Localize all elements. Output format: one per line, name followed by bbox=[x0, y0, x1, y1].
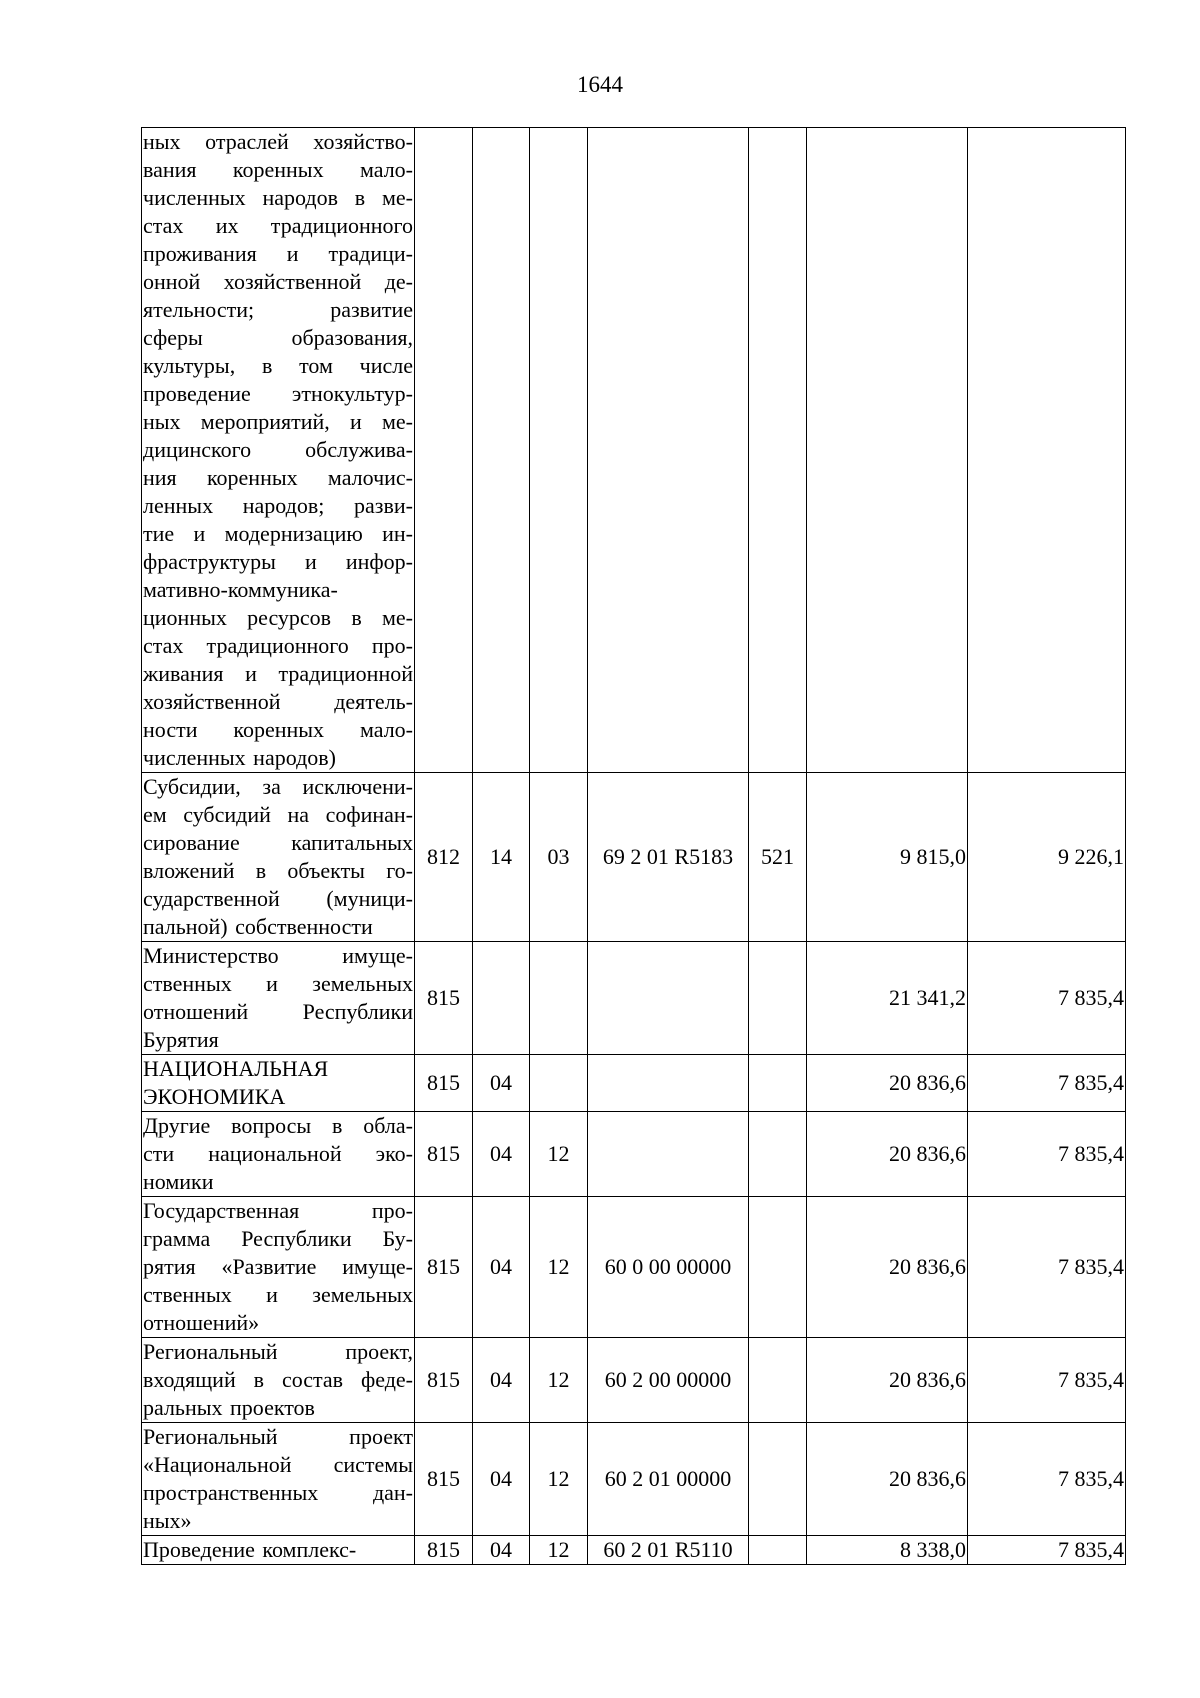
row-name-line: Государственная про- bbox=[143, 1198, 413, 1223]
target-article-cell bbox=[588, 1055, 749, 1112]
subsection-code-cell: 12 bbox=[530, 1112, 588, 1197]
ministry-code-cell: 815 bbox=[415, 1112, 473, 1197]
amount-second-cell: 9 226,1 bbox=[968, 773, 1126, 942]
ministry-code-cell: 815 bbox=[415, 1338, 473, 1423]
row-name-line: пальной) собственности bbox=[143, 914, 373, 939]
table-row bbox=[142, 128, 1126, 773]
amount-first-cell: 8 338,0 bbox=[807, 1536, 968, 1565]
amount-first-cell: 20 836,6 bbox=[807, 1423, 968, 1536]
section-code-cell: 04 bbox=[473, 1197, 530, 1338]
amount-first-cell bbox=[807, 128, 968, 773]
row-name-line: проживания и традици- bbox=[143, 241, 413, 266]
row-name-line: численных народов) bbox=[143, 745, 336, 770]
row-name-line: живания и традиционной bbox=[143, 661, 413, 686]
row-name-line: тие и модернизацию ин- bbox=[143, 521, 413, 546]
row-name-line: фраструктуры и инфор- bbox=[143, 549, 413, 574]
row-name-line: Бурятия bbox=[143, 1027, 219, 1052]
row-name-line: рятия «Развитие имуще- bbox=[143, 1254, 413, 1279]
amount-second-cell: 7 835,4 bbox=[968, 1112, 1126, 1197]
target-article-cell bbox=[588, 1112, 749, 1197]
amount-second-cell: 7 835,4 bbox=[968, 1338, 1126, 1423]
section-code-cell bbox=[473, 942, 530, 1055]
row-name-line: входящий в состав феде- bbox=[143, 1367, 413, 1392]
row-name-line: ния коренных малочис- bbox=[143, 465, 413, 490]
row-name-cell bbox=[142, 1197, 415, 1338]
subsection-code-cell bbox=[530, 128, 588, 773]
row-name-line: Проведение комплекс- bbox=[143, 1537, 357, 1562]
expense-type-cell: 521 bbox=[749, 773, 807, 942]
subsection-code-cell: 12 bbox=[530, 1536, 588, 1565]
expense-type-cell bbox=[749, 1338, 807, 1423]
row-name-cell bbox=[142, 128, 415, 773]
section-code-cell: 04 bbox=[473, 1423, 530, 1536]
ministry-code-cell: 815 bbox=[415, 1536, 473, 1565]
row-name-line: сирование капитальных bbox=[143, 830, 413, 855]
amount-second-cell: 7 835,4 bbox=[968, 1055, 1126, 1112]
ministry-code-cell: 815 bbox=[415, 1197, 473, 1338]
expense-type-cell bbox=[749, 128, 807, 773]
amount-second-cell: 7 835,4 bbox=[968, 1423, 1126, 1536]
amount-second-cell: 7 835,4 bbox=[968, 1536, 1126, 1565]
subsection-code-cell: 12 bbox=[530, 1197, 588, 1338]
row-name-cell bbox=[142, 773, 415, 942]
target-article-cell: 60 0 00 00000 bbox=[588, 1197, 749, 1338]
amount-second-cell: 7 835,4 bbox=[968, 942, 1126, 1055]
page-number: 1644 bbox=[577, 72, 623, 97]
subsection-code-cell bbox=[530, 942, 588, 1055]
ministry-code-cell: 812 bbox=[415, 773, 473, 942]
amount-first-cell: 20 836,6 bbox=[807, 1338, 968, 1423]
row-name-line: Другие вопросы в обла- bbox=[143, 1113, 413, 1138]
section-code-cell: 04 bbox=[473, 1536, 530, 1565]
row-name-line: ЭКОНОМИКА bbox=[143, 1084, 286, 1109]
subsection-code-cell bbox=[530, 1055, 588, 1112]
row-name-line: стах их традиционного bbox=[143, 213, 413, 238]
amount-first-cell: 20 836,6 bbox=[807, 1197, 968, 1338]
row-name-line: сударственной (муници- bbox=[143, 886, 413, 911]
row-name-line: Региональный проект, bbox=[143, 1339, 413, 1364]
row-name-line: численных народов в ме- bbox=[143, 185, 413, 210]
row-name-line: дицинского обслужива- bbox=[143, 437, 413, 462]
row-name-line: ятельности; развитие bbox=[143, 297, 413, 322]
row-name-line: отношений Республики bbox=[143, 999, 413, 1024]
row-name-line: ральных проектов bbox=[143, 1395, 315, 1420]
row-name-cell bbox=[142, 1423, 415, 1536]
row-name-line: НАЦИОНАЛЬНАЯ bbox=[143, 1056, 329, 1081]
row-name-cell bbox=[142, 1112, 415, 1197]
subsection-code-cell: 03 bbox=[530, 773, 588, 942]
row-name-line: сферы образования, bbox=[143, 325, 413, 350]
row-name-line: грамма Республики Бу- bbox=[143, 1226, 413, 1251]
ministry-code-cell: 815 bbox=[415, 942, 473, 1055]
amount-second-cell bbox=[968, 128, 1126, 773]
row-name-cell bbox=[142, 1536, 415, 1565]
row-name-line: ных» bbox=[143, 1508, 192, 1533]
target-article-cell: 60 2 01 R5110 bbox=[588, 1536, 749, 1565]
row-name-line: вложений в объекты го- bbox=[143, 858, 413, 883]
row-name-line: проведение этнокультур- bbox=[143, 381, 413, 406]
table-row bbox=[142, 1536, 1126, 1565]
table-row bbox=[142, 773, 1126, 942]
expense-type-cell bbox=[749, 1423, 807, 1536]
table-row bbox=[142, 1197, 1126, 1338]
ministry-code-cell: 815 bbox=[415, 1055, 473, 1112]
section-code-cell bbox=[473, 128, 530, 773]
row-name-line: культуры, в том числе bbox=[143, 353, 413, 378]
amount-second-cell: 7 835,4 bbox=[968, 1197, 1126, 1338]
row-name-line: ционных ресурсов в ме- bbox=[143, 605, 413, 630]
row-name-line: отношений» bbox=[143, 1310, 260, 1335]
row-name-line: ленных народов; разви- bbox=[143, 493, 413, 518]
row-name-line: сти национальной эко- bbox=[143, 1141, 413, 1166]
row-name-line: ственных и земельных bbox=[143, 971, 413, 996]
target-article-cell: 60 2 01 00000 bbox=[588, 1423, 749, 1536]
target-article-cell bbox=[588, 128, 749, 773]
row-name-line: Министерство имуще- bbox=[143, 943, 413, 968]
row-name-line: мативно-коммуника- bbox=[143, 577, 338, 602]
row-name-line: ных мероприятий, и ме- bbox=[143, 409, 413, 434]
row-name-cell bbox=[142, 1055, 415, 1112]
row-name-line: хозяйственной деятель- bbox=[143, 689, 413, 714]
row-name-cell bbox=[142, 942, 415, 1055]
amount-first-cell: 20 836,6 bbox=[807, 1055, 968, 1112]
row-name-line: Региональный проект bbox=[143, 1424, 413, 1449]
row-name-line: Субсидии, за исключени- bbox=[143, 774, 413, 799]
row-name-line: пространственных дан- bbox=[143, 1480, 413, 1505]
budget-table-body bbox=[142, 128, 1126, 1565]
target-article-cell: 69 2 01 R5183 bbox=[588, 773, 749, 942]
amount-first-cell: 20 836,6 bbox=[807, 1112, 968, 1197]
ministry-code-cell: 815 bbox=[415, 1423, 473, 1536]
expense-type-cell bbox=[749, 1112, 807, 1197]
table-row bbox=[142, 1338, 1126, 1423]
row-name-line: «Национальной системы bbox=[143, 1452, 413, 1477]
table-row bbox=[142, 942, 1126, 1055]
amount-first-cell: 21 341,2 bbox=[807, 942, 968, 1055]
row-name-line: ем субсидий на софинан- bbox=[143, 802, 413, 827]
target-article-cell: 60 2 00 00000 bbox=[588, 1338, 749, 1423]
subsection-code-cell: 12 bbox=[530, 1423, 588, 1536]
expense-type-cell bbox=[749, 942, 807, 1055]
row-name-line: ности коренных мало- bbox=[143, 717, 413, 742]
row-name-line: ных отраслей хозяйство- bbox=[143, 129, 413, 154]
section-code-cell: 04 bbox=[473, 1112, 530, 1197]
budget-table bbox=[141, 127, 1126, 1565]
table-row bbox=[142, 1112, 1126, 1197]
subsection-code-cell: 12 bbox=[530, 1338, 588, 1423]
section-code-cell: 14 bbox=[473, 773, 530, 942]
table-row bbox=[142, 1055, 1126, 1112]
expense-type-cell bbox=[749, 1197, 807, 1338]
row-name-line: ственных и земельных bbox=[143, 1282, 413, 1307]
row-name-line: онной хозяйственной де- bbox=[143, 269, 413, 294]
expense-type-cell bbox=[749, 1055, 807, 1112]
ministry-code-cell bbox=[415, 128, 473, 773]
section-code-cell: 04 bbox=[473, 1338, 530, 1423]
row-name-line: стах традиционного про- bbox=[143, 633, 413, 658]
section-code-cell: 04 bbox=[473, 1055, 530, 1112]
target-article-cell bbox=[588, 942, 749, 1055]
row-name-cell bbox=[142, 1338, 415, 1423]
row-name-line: номики bbox=[143, 1169, 214, 1194]
amount-first-cell: 9 815,0 bbox=[807, 773, 968, 942]
row-name-line: вания коренных мало- bbox=[143, 157, 413, 182]
table-row bbox=[142, 1423, 1126, 1536]
expense-type-cell bbox=[749, 1536, 807, 1565]
